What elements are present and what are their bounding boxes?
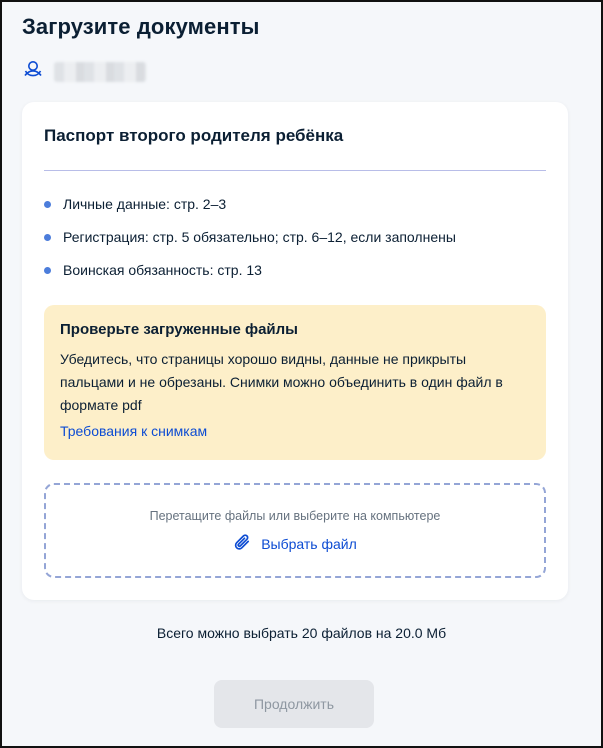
list-item-text: Регистрация: стр. 5 обязательно; стр. 6–12, если заполнены <box>63 229 456 245</box>
photo-requirements-link[interactable]: Требования к снимкам <box>60 423 208 439</box>
user-profile-icon <box>22 58 44 85</box>
divider <box>44 170 546 171</box>
list-item-text: Воинская обязанность: стр. 13 <box>63 262 262 278</box>
choose-file-button[interactable] <box>233 533 357 554</box>
page-title: Загрузите документы <box>22 14 260 39</box>
choose-file-label: Выбрать файл <box>261 535 357 552</box>
user-name-redacted <box>54 62 146 82</box>
list-item-text: Личные данные: стр. 2–3 <box>63 196 227 212</box>
notice-title: Проверьте загруженные файлы <box>60 321 298 338</box>
list-item <box>44 260 456 280</box>
paperclip-icon <box>233 533 251 554</box>
list-item <box>44 194 456 214</box>
bullet-icon <box>44 267 51 274</box>
dropzone-hint: Перетащите файлы или выберите на компьютере <box>149 509 441 523</box>
bullet-icon <box>44 234 51 241</box>
bullet-icon <box>44 201 51 208</box>
continue-button[interactable]: Продолжить <box>214 680 374 728</box>
user-row <box>22 58 146 85</box>
document-card <box>22 102 568 600</box>
notice-text: Убедитесь, что страницы хорошо видны, данные не прикрыты пальцами и не обрезаны. Снимки можно объединить в один файл в формате pdf <box>60 351 503 413</box>
file-limit-text: Всего можно выбрать 20 файлов на 20.0 Мб <box>156 625 447 641</box>
list-item <box>44 227 456 247</box>
check-files-notice <box>44 305 546 460</box>
file-dropzone[interactable] <box>44 483 546 578</box>
requirements-list <box>44 194 456 293</box>
card-title: Паспорт второго родителя ребёнка <box>44 126 344 145</box>
